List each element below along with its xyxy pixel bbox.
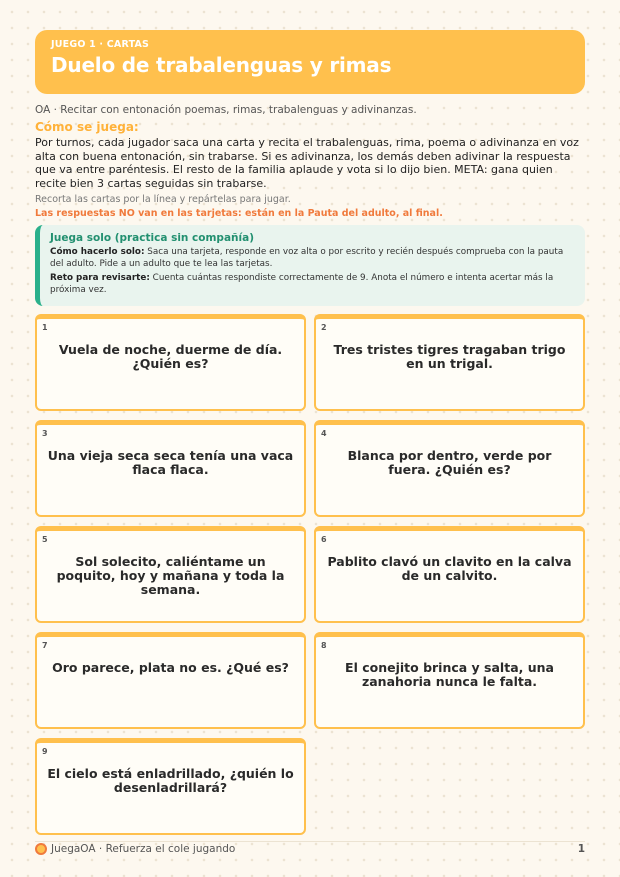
card-text: El conejito brinca y salta, una zanahoria nunca le falta.: [345, 660, 554, 689]
solo-challenge-text: Cuenta cuántas respondiste correctamente de 9. Anota el número e intenta acertar más la próxima vez.: [50, 273, 554, 295]
card-number: 8: [321, 641, 327, 650]
card-text: Una vieja seca seca tenía una vaca flaca flaca.: [47, 448, 294, 477]
card-8: [314, 632, 585, 729]
solo-how-text: Saca una tarjeta, responde en voz alta o por escrito y recién después comprueba con la pauta del adulto. Pide a un adulto que te lea las tarjetas.: [50, 247, 564, 269]
card-6: [314, 526, 585, 623]
card-4: [314, 420, 585, 517]
card-text: Pablito clavó un clavito en la calva de un calvito.: [327, 554, 572, 583]
howto-title: Cómo se juega:: [35, 120, 139, 134]
solo-how-label: Cómo hacerlo solo:: [50, 247, 145, 257]
page-title: Duelo de trabalenguas y rimas: [51, 53, 392, 77]
card-2: [314, 314, 585, 411]
solo-play-box: [35, 225, 585, 306]
card-number: 1: [42, 323, 48, 332]
solo-how: [50, 247, 575, 270]
card-number: 3: [42, 429, 48, 438]
card-3: [35, 420, 306, 517]
cut-note: Recorta las cartas por la línea y repártelas para jugar.: [35, 194, 291, 205]
brand-logo-icon: [35, 843, 47, 855]
card-5: [35, 526, 306, 623]
footer-brand: JuegaOA · Refuerza el cole jugando: [51, 843, 236, 855]
solo-challenge: [50, 273, 575, 296]
header-banner: [35, 30, 585, 94]
card-text: Tres tristes tigres tragaban trigo en un trigal.: [333, 342, 566, 371]
card-text: Sol solecito, caliéntame un poquito, hoy y mañana y toda la semana.: [56, 554, 285, 597]
card-number: 5: [42, 535, 48, 544]
solo-challenge-label: Reto para revisarte:: [50, 273, 150, 283]
footer-divider: [35, 841, 585, 842]
learning-objective: OA · Recitar con entonación poemas, rimas, trabalenguas y adivinanzas.: [35, 104, 417, 116]
solo-title: Juega solo (practica sin compañía): [50, 232, 254, 244]
card-text: Vuela de noche, duerme de día. ¿Quién es?: [58, 342, 283, 371]
answers-warning: Las respuestas NO van en las tarjetas: están en la Pauta del adulto, al final.: [35, 208, 443, 219]
card-number: 4: [321, 429, 327, 438]
card-number: 6: [321, 535, 327, 544]
game-kicker: JUEGO 1 · CARTAS: [51, 39, 150, 50]
page-number: 1: [577, 843, 585, 855]
card-9: [35, 738, 306, 835]
card-number: 9: [42, 747, 48, 756]
footer: [35, 843, 585, 857]
card-number: 2: [321, 323, 327, 332]
card-text: El cielo está enladrillado, ¿quién lo desenladrillará?: [47, 766, 294, 795]
card-1: [35, 314, 306, 411]
card-text: Blanca por dentro, verde por fuera. ¿Quién es?: [347, 448, 552, 477]
howto-body: Por turnos, cada jugador saca una carta y recita el trabalenguas, rima, poema o adivinanza en voz alta con buena entonación, sin trabarse. Si es adivinanza, los demás deben adivinar la respuesta que va entre paréntesis. El resto de la familia aplaude y vota si lo dijo bien. META: gana quien recite bien 3 cartas seguidas sin trabarse.: [35, 136, 579, 190]
card-number: 7: [42, 641, 48, 650]
card-text: Oro parece, plata no es. ¿Qué es?: [52, 660, 289, 675]
card-7: [35, 632, 306, 729]
